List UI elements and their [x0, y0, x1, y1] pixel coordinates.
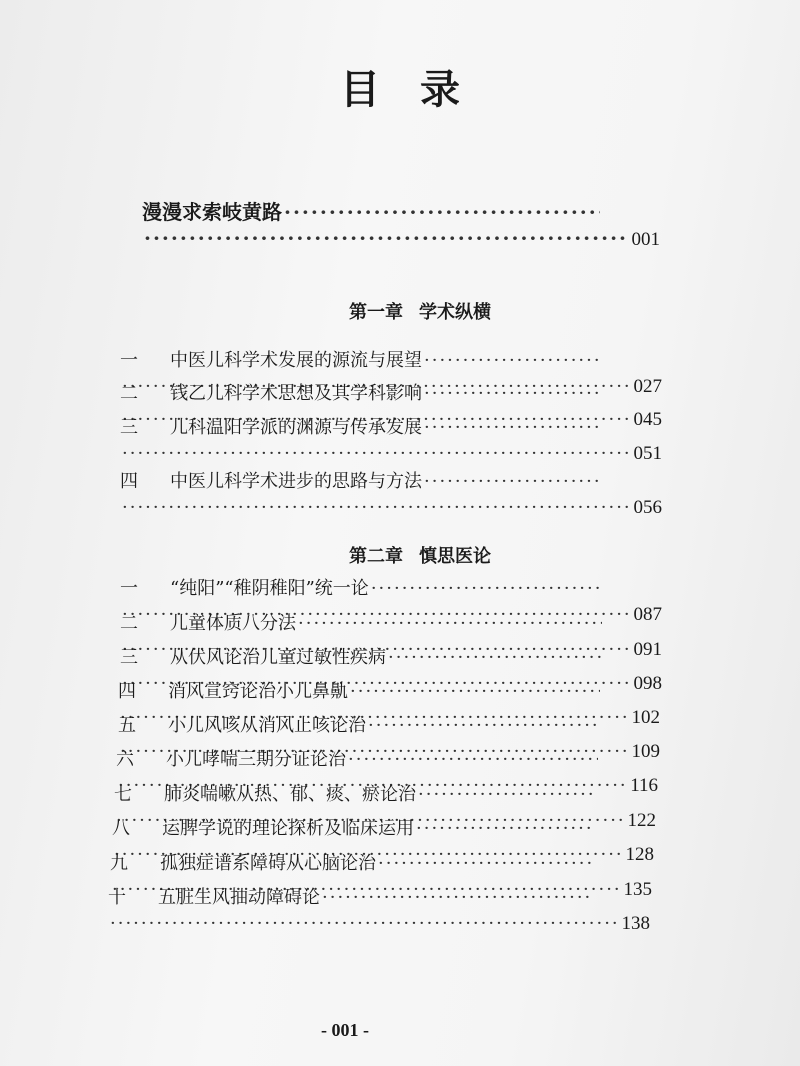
- entry-title: 中医儿科学术进步的思路与方法: [170, 471, 422, 492]
- entry-title: “纯阳”“稚阴稚阳”统一论: [170, 578, 369, 599]
- entry-number: 二: [120, 613, 138, 634]
- entry-title: 消风宣窍论治小儿鼻鼽: [168, 681, 348, 702]
- entry-page: 027: [633, 376, 662, 397]
- entry-number: 四: [120, 471, 138, 492]
- entry-title: 小儿哮喘三期分证论治: [166, 749, 346, 770]
- leader-dots: [144, 226, 626, 250]
- entry-number: 七: [114, 784, 132, 805]
- toc-entry-preface: [142, 196, 660, 266]
- entry-title: 小儿风咳从消风止咳论治: [168, 715, 366, 736]
- leader-dots: [424, 471, 602, 492]
- entry-number: 九: [110, 853, 128, 874]
- entry-number: 三: [120, 647, 138, 668]
- entry-page: 122: [627, 810, 656, 831]
- entry-title: 中医儿科学术发展的源流与展望: [170, 350, 422, 371]
- page-title: 目录: [340, 66, 500, 113]
- chapter-heading: [0, 542, 800, 568]
- leader-dots: [424, 417, 602, 438]
- leader-dots: [348, 749, 598, 770]
- entry-number: 一: [120, 350, 138, 371]
- entry-page: 109: [631, 741, 660, 762]
- entry-number: 三: [120, 417, 138, 438]
- chapter-name: 学术纵横: [419, 302, 491, 323]
- entry-page: 116: [630, 775, 658, 796]
- entry-title: 钱乙儿科学术思想及其学科影响: [170, 383, 422, 404]
- entry-title: 儿童体质八分法: [170, 613, 296, 634]
- leader-dots: [110, 913, 616, 934]
- entry-page: 135: [623, 879, 652, 900]
- leader-dots: [371, 578, 602, 599]
- entry-page: 001: [631, 229, 660, 250]
- chapter-label: 第二章: [349, 546, 403, 567]
- entry-title: 肺炎喘嗽从热、郁、痰、瘀论治: [164, 784, 416, 805]
- entry-title: 运脾学说的理论探析及临床运用: [162, 818, 414, 839]
- leader-dots: [122, 443, 628, 464]
- entry-number: 二: [120, 383, 138, 404]
- toc-entry: [108, 883, 650, 953]
- chapter-name: 慎思医论: [419, 546, 491, 567]
- toc-entry: [120, 467, 662, 537]
- leader-dots: [424, 350, 602, 371]
- entry-title: 漫漫求索岐黄路: [142, 200, 282, 224]
- entry-page: 045: [633, 409, 662, 430]
- entry-page: 051: [633, 443, 662, 464]
- leader-dots: [418, 784, 596, 805]
- leader-dots: [388, 647, 602, 668]
- leader-dots: [350, 681, 600, 702]
- leader-dots: [298, 613, 602, 634]
- leader-dots: [368, 715, 600, 736]
- chapter-label: 第一章: [349, 302, 403, 323]
- entry-title: 孤独症谱系障碍从心脑论治: [160, 853, 376, 874]
- leader-dots: [322, 887, 590, 908]
- entry-title: 五脏生风抽动障碍论: [158, 887, 320, 908]
- entry-number: 一: [120, 578, 138, 599]
- entry-title: 从伏风论治儿童过敏性疾病: [170, 647, 386, 668]
- leader-dots: [424, 383, 602, 404]
- entry-page: 138: [621, 913, 650, 934]
- chapter-heading: [0, 298, 800, 324]
- entry-page: 128: [625, 844, 654, 865]
- entry-number: 十: [108, 887, 126, 908]
- leader-dots: [416, 818, 594, 839]
- entry-page: 098: [633, 673, 662, 694]
- entry-number: 四: [118, 681, 136, 702]
- entry-number: 八: [112, 818, 130, 839]
- entry-page: 091: [633, 639, 662, 660]
- entry-number: 五: [118, 715, 136, 736]
- leader-dots: [378, 853, 592, 874]
- entry-number: 六: [116, 749, 134, 770]
- entry-page: 056: [633, 497, 662, 518]
- entry-title: 儿科温阳学派的渊源与传承发展: [170, 417, 422, 438]
- leader-dots: [284, 200, 600, 224]
- page-number: - 001 -: [321, 1020, 369, 1040]
- entry-page: 102: [631, 707, 660, 728]
- entry-page: 087: [633, 604, 662, 625]
- leader-dots: [122, 497, 628, 518]
